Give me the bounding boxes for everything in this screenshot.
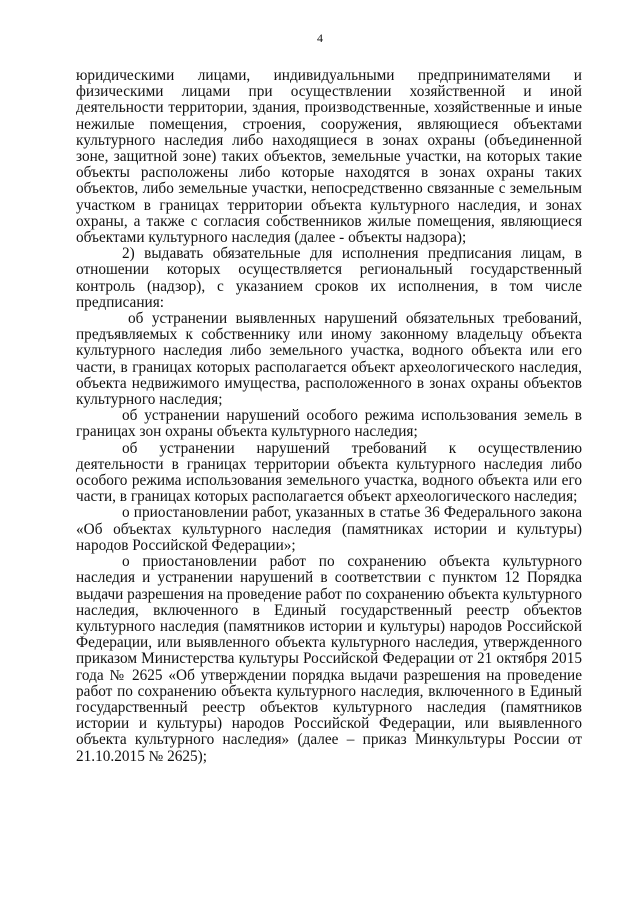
paragraph-objects-of-supervision: юридическими лицами, индивидуальными предпринимателями и физическими лицами при осуществлении хозяйственной и иной деятельности территории, здания, производственные, хозяйственные и иные нежилые помещения, строения, сооружения, являющиеся объектами культурного наследия либо находящиеся в зонах охраны (объединенной зоне, защитной зоне) таких объектов, земельные участки, на которых такие объекты расположены либо которые находятся в зонах охраны таких объектов, либо земельные участки, непосредственно связанные с земельным участком в границах территории объекта культурного наследия, и зонах охраны, а также с согласия собственников жилые помещения, являющиеся объектами культурного наследия (далее - объекты надзора); xyxy=(76,67,582,247)
paragraph-order-suspend-works: о приостановлении работ, указанных в статье 36 Федерального закона «Об объектах культурного наследия (памятниках истории и культуры) народов Российской Федерации»; xyxy=(76,504,582,554)
paragraph-order-suspend-preservation-works: о приостановлении работ по сохранению объекта культурного наследия и устранении нарушений в соответствии с пунктом 12 Порядка выдачи разрешения на проведение работ по сохранению объекта культурного наследия, включенного в Единый государственный реестр объектов культурного наследия (памятников истории и культуры) народов Российской Федерации, или выявленного объекта культурного наследия, утвержденного приказом Министерства культуры Российской Федерации от 21 октября 2015 года № 2625 «Об утверждении порядка выдачи разрешения на проведение работ по сохранению объекта культурного наследия, включенного в Единый государственный реестр объектов культурного наследия (памятников истории и культуры) народов Российской Федерации, или выявленного объекта культурного наследия» (далее – приказ Минкультуры России от 21.10.2015 № 2625); xyxy=(76,553,582,765)
paragraph-order-eliminate-violations: об устранении выявленных нарушений обязательных требований, предъявляемых к собственнику или иному законному владельцу объекта культурного наследия либо земельного участка, водного объекта или его части, в границах которых располагается объект археологического наследия, объекта недвижимого имущества, расположенного в зонах охраны объектов культурного наследия; xyxy=(76,310,582,409)
paragraph-issue-orders: 2) выдавать обязательные для исполнения предписания лицам, в отношении которых осуществляется региональный государственный контроль (надзор), с указанием сроков их исполнения, в том числе предписания: xyxy=(76,245,582,311)
document-body xyxy=(76,68,582,765)
paragraph-order-land-use-regime: об устранении нарушений особого режима использования земель в границах зон охраны объекта культурного наследия; xyxy=(76,407,582,441)
paragraph-order-activity-requirements: об устранении нарушений требований к осуществлению деятельности в границах территории объекта культурного наследия либо особого режима использования земельного участка, водного объекта или его части, в границах которых располагается объект археологического наследия; xyxy=(76,439,582,506)
page-number: 4 xyxy=(317,31,323,45)
